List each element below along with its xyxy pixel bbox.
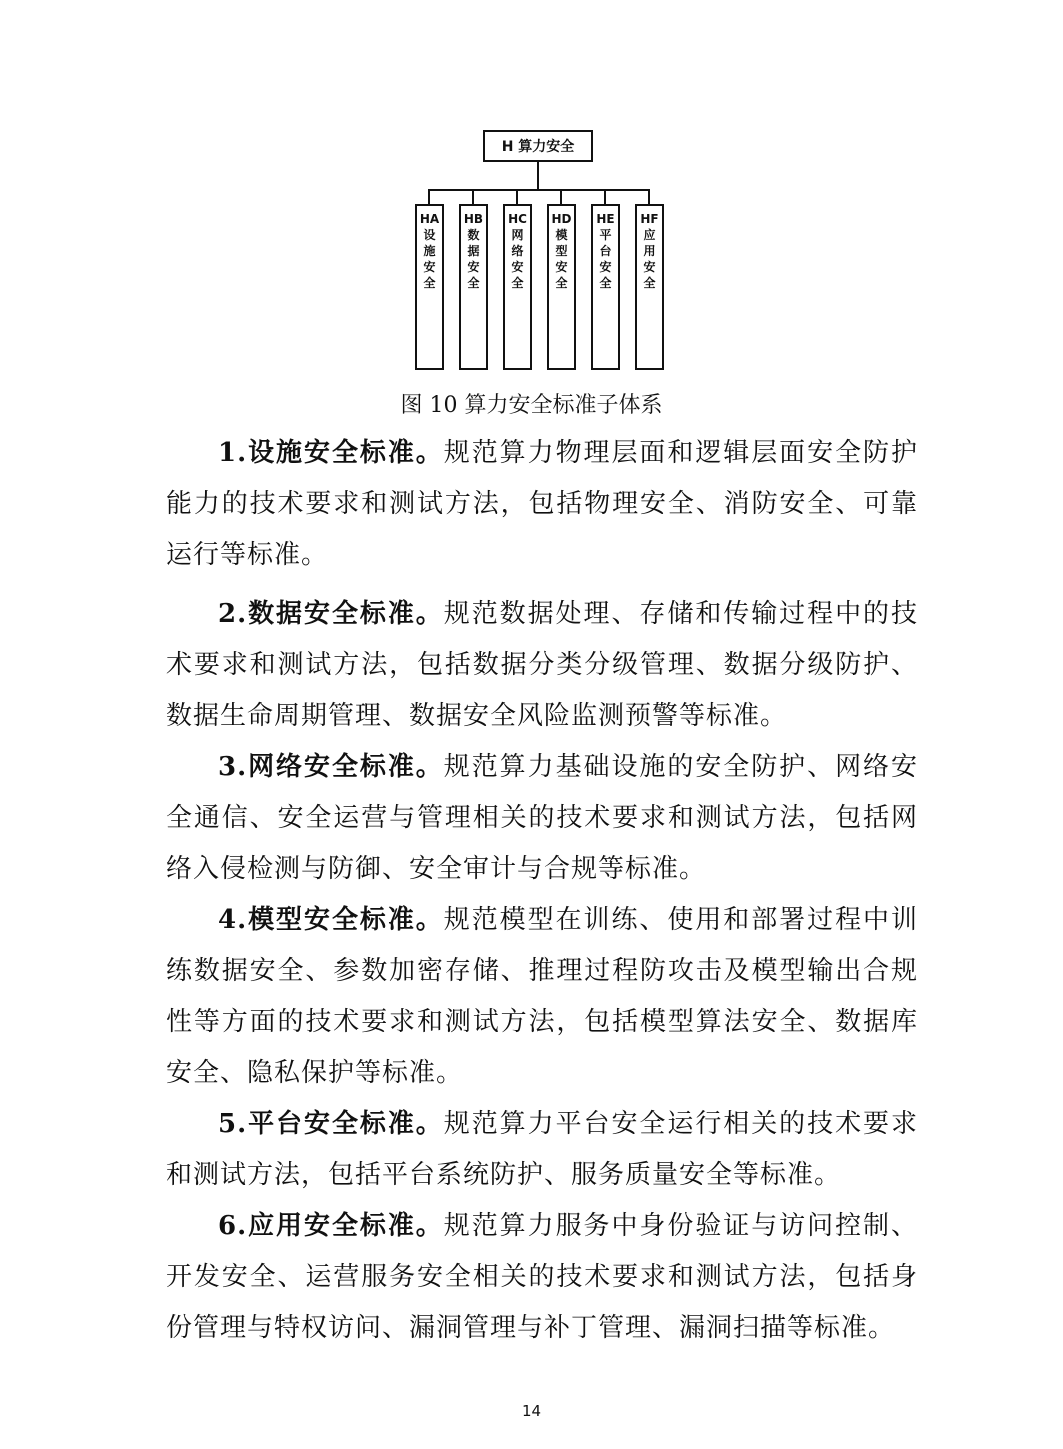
- diagram-child-node: [415, 204, 444, 370]
- child-node-name: 应用安全: [643, 228, 656, 290]
- connector-drop: [472, 189, 474, 205]
- paragraph: [166, 428, 918, 581]
- paragraph-heading: 6.应用安全标准。: [218, 1211, 444, 1241]
- connector-drop: [648, 189, 650, 205]
- paragraph-text: 规范算力平台安全运行相关的技术要求和测试方法，包括平台系统防护、服务质量安全等标准。: [166, 1109, 918, 1190]
- paragraph: [166, 589, 918, 742]
- paragraph-text: 规范算力基础设施的安全防护、网络安全通信、安全运营与管理相关的技术要求和测试方法，包括网络入侵检测与防御、安全审计与合规等标准。: [166, 752, 918, 884]
- hierarchy-diagram: [0, 0, 1063, 380]
- connector-drop: [560, 189, 562, 205]
- child-node-name: 网络安全: [511, 228, 524, 290]
- root-node-label: H 算力安全: [501, 139, 575, 155]
- child-node-name: 平台安全: [599, 228, 612, 290]
- paragraph-text: 规范数据处理、存储和传输过程中的技术要求和测试方法，包括数据分类分级管理、数据分级防护、数据生命周期管理、数据安全风险监测预警等标准。: [166, 599, 918, 731]
- paragraph: [166, 895, 918, 1099]
- paragraph: [166, 1201, 918, 1354]
- paragraph-text: 规范算力物理层面和逻辑层面安全防护能力的技术要求和测试方法，包括物理安全、消防安全、可靠运行等标准。: [166, 438, 918, 570]
- paragraph-heading: 1.设施安全标准。: [218, 438, 444, 468]
- page-number: 14: [521, 1402, 542, 1420]
- paragraph: [166, 742, 918, 895]
- diagram-child-node: [635, 204, 664, 370]
- paragraph-heading: 3.网络安全标准。: [218, 752, 444, 782]
- diagram-child-node: [503, 204, 532, 370]
- child-node-code: HF: [640, 212, 659, 226]
- child-node-code: HB: [463, 212, 484, 226]
- child-node-name: 数据安全: [467, 228, 480, 290]
- paragraph-heading: 2.数据安全标准。: [218, 599, 444, 629]
- figure-caption: 图 10 算力安全标准子体系: [400, 393, 663, 418]
- paragraph-text: 规范模型在训练、使用和部署过程中训练数据安全、参数加密存储、推理过程防攻击及模型输出合规性等方面的技术要求和测试方法，包括模型算法安全、数据库安全、隐私保护等标准。: [166, 905, 918, 1088]
- child-node-code: HA: [419, 212, 440, 226]
- diagram-root-node: [483, 130, 593, 162]
- child-node-name: 模型安全: [555, 228, 568, 290]
- child-node-name: 设施安全: [423, 228, 436, 290]
- paragraph-text: 规范算力服务中身份验证与访问控制、开发安全、运营服务安全相关的技术要求和测试方法，包括身份管理与特权访问、漏洞管理与补丁管理、漏洞扫描等标准。: [166, 1211, 918, 1343]
- child-node-code: HD: [551, 212, 572, 226]
- paragraph-heading: 4.模型安全标准。: [218, 905, 444, 935]
- diagram-child-node: [459, 204, 488, 370]
- connector-horizontal: [428, 189, 650, 191]
- connector-drop: [428, 189, 430, 205]
- paragraph-heading: 5.平台安全标准。: [218, 1109, 444, 1139]
- diagram-child-node: [547, 204, 576, 370]
- connector-drop: [604, 189, 606, 205]
- paragraph: [166, 1099, 918, 1201]
- body-text: [166, 428, 918, 1354]
- diagram-child-node: [591, 204, 620, 370]
- child-node-code: HE: [596, 212, 615, 226]
- connector-vertical-root: [537, 162, 539, 190]
- child-node-code: HC: [508, 212, 527, 226]
- connector-drop: [516, 189, 518, 205]
